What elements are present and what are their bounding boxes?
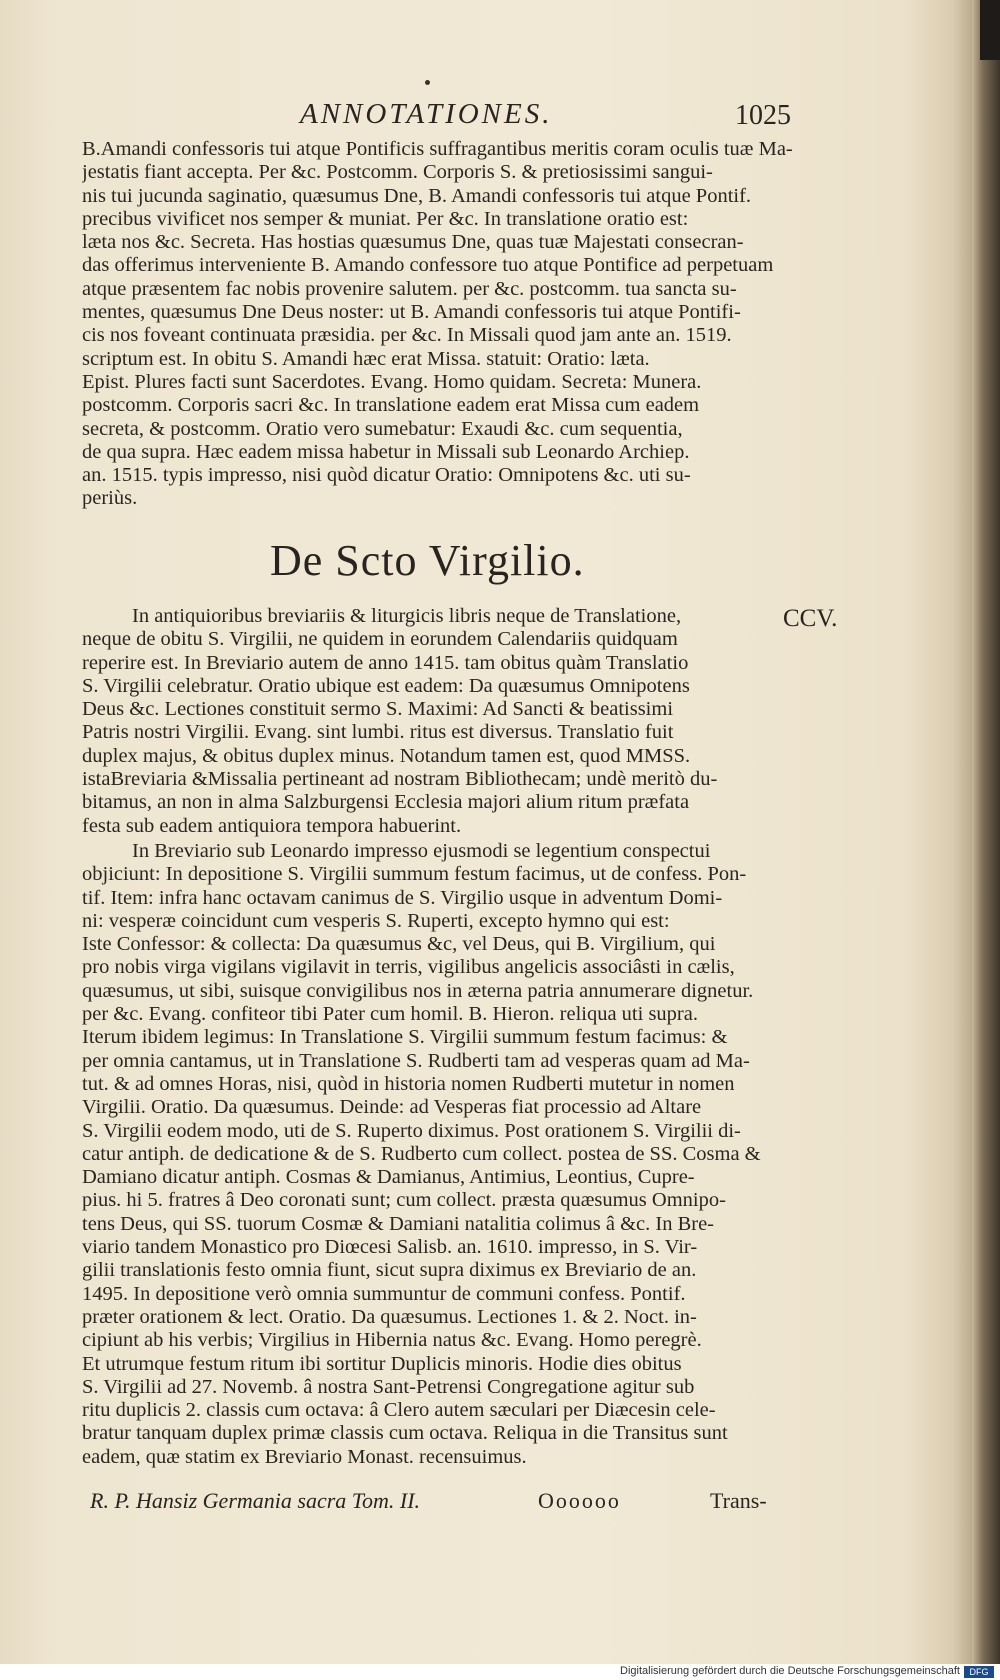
text-line: periùs.: [82, 487, 138, 510]
page-edge-shadow: [980, 0, 1000, 60]
signature-mark: Oooooo: [538, 1488, 621, 1513]
text-line: 1495. In depositione verò omnia summuntur de communi confess. Pontif.: [82, 1282, 686, 1305]
text-line: S. Virgilii eodem modo, uti de S. Ruperto diximus. Post orationem S. Virgilii di-: [82, 1119, 741, 1142]
text-line: precibus vivificet nos semper & muniat. Per &c. In translatione oratio est:: [82, 207, 689, 230]
catchword: Trans-: [710, 1488, 767, 1513]
text-line: quæsumus, ut sibi, suisque convigilibus nos in æterna patria annumerare dignetur.: [82, 979, 754, 1002]
text-line: postcomm. Corporis sacri &c. In translatione eadem erat Missa cum eadem: [82, 394, 700, 417]
text-line: pro nobis virga vigilans vigilavit in terris, vigilibus angelicis associâsti in cælis,: [82, 956, 735, 979]
credit-text: Digitalisierung gefördert durch die Deutsche Forschungsgemeinschaft: [620, 1665, 960, 1677]
text-line: S. Virgilii ad 27. Novemb. â nostra Sant-Petrensi Congregatione agitur sub: [82, 1375, 695, 1398]
paragraph-2: [82, 840, 822, 1469]
text-line: nis tui jucunda saginatio, quæsumus Dne, B. Amandi confessoris tui atque Pontif.: [82, 184, 752, 207]
text-line: bratur tanquam duplex primæ classis cum octava. Reliqua in die Transitus sunt: [82, 1422, 728, 1445]
paragraph-1: [82, 605, 822, 838]
text-line: objiciunt: In depositione S. Virgilii summum festum facimus, ut de confess. Pon-: [82, 863, 747, 886]
text-line: scriptum est. In obitu S. Amandi hæc erat Missa. statuit: Oratio: læta.: [82, 347, 650, 370]
text-line: de qua supra. Hæc eadem missa habetur in Missali sub Leonardo Archiep.: [82, 440, 690, 463]
text-line: ritu duplicis 2. classis cum octava: â Clero autem sæculari per Diæcesin cele-: [82, 1399, 716, 1422]
top-paragraph: [82, 138, 822, 511]
text-line: Iterum ibidem legimus: In Translatione S. Virgilii summum festum facimus: &: [82, 1026, 728, 1049]
text-line: Virgilii. Oratio. Da quæsumus. Deinde: ad Vesperas fiat processio ad Altare: [82, 1096, 702, 1119]
text-line: ni: vesperæ coincidunt cum vesperis S. Ruperti, excepto hymno qui est:: [82, 909, 670, 932]
text-line: præter orationem & lect. Oratio. Da quæsumus. Lectiones 1. & 2. Noct. in-: [82, 1305, 697, 1328]
text-line: secreta, & postcomm. Oratio vero sumebatur: Exaudi &c. cum sequentia,: [82, 417, 683, 440]
text-line: Patris nostri Virgilii. Evang. sint lumbi. ritus est diversus. Translatio fuit: [82, 721, 674, 744]
text-line: jestatis fiant accepta. Per &c. Postcomm. Corporis S. & pretiosissimi sangui-: [82, 161, 713, 184]
running-title: ANNOTATIONES.: [300, 98, 553, 130]
text-line: In antiquioribus breviariis & liturgicis libris neque de Translatione,: [132, 605, 682, 627]
text-line: per omnia cantamus, ut in Translatione S. Rudberti tam ad vesperas quam ad Ma-: [82, 1049, 750, 1072]
text-line: an. 1515. typis impresso, nisi quòd dicatur Oratio: Omnipotens &c. uti su-: [82, 464, 691, 487]
text-line: Epist. Plures facti sunt Sacerdotes. Evang. Homo quidam. Secreta: Munera.: [82, 370, 702, 393]
page-footer: [90, 1488, 790, 1514]
text-line: festa sub eadem antiquiora tempora habuerint.: [82, 814, 462, 837]
text-line: tif. Item: infra hanc octavam canimus de S. Virgilio usque in adventum Domi-: [82, 886, 723, 909]
ink-dot: [425, 80, 430, 85]
text-line: catur antiph. de dedicatione & de S. Rudberto cum collect. postea de SS. Cosma &: [82, 1142, 761, 1165]
text-line: S. Virgilii celebratur. Oratio ubique est eadem: Da quæsumus Omnipotens: [82, 674, 690, 697]
text-line: tut. & ad omnes Horas, nisi, quòd in historia nomen Rudberti mutetur in nomen: [82, 1072, 735, 1095]
text-line: neque de obitu S. Virgilii, ne quidem in eorundem Calendariis quidquam: [82, 628, 678, 651]
text-line: B.Amandi confessoris tui atque Pontificis suffragantibus meritis coram oculis tuæ Ma-: [82, 138, 793, 160]
text-line: Deus &c. Lectiones constituit sermo S. Maximi: Ad Sancti & beatissimi: [82, 698, 674, 721]
text-line: atque præsentem fac nobis provenire salutem. per &c. postcomm. tua sancta su-: [82, 277, 737, 300]
text-line: per &c. Evang. confiteor tibi Pater cum homil. B. Hieron. reliqua uti supra.: [82, 1003, 698, 1026]
text-line: pius. hi 5. fratres â Deo coronati sunt; cum collect. præsta quæsumus Omnipo-: [82, 1189, 726, 1212]
text-line: viario tandem Monastico pro Diœcesi Salisb. an. 1610. impresso, in S. Vir-: [82, 1236, 698, 1259]
text-line: reperire est. In Breviario autem de anno 1415. tam obitus quàm Translatio: [82, 651, 689, 674]
text-line: Damiano dicatur antiph. Cosmas & Damianus, Antimius, Leontius, Cupre-: [82, 1166, 695, 1189]
text-line: Iste Confessor: & collecta: Da quæsumus &c, vel Deus, qui B. Virgilium, qui: [82, 933, 716, 956]
text-line: istaBreviaria &Missalia pertineant ad nostram Bibliothecam; undè meritò du-: [82, 768, 718, 791]
section-title: De Scto Virgilio.: [270, 536, 585, 585]
text-line: bitamus, an non in alma Salzburgensi Ecclesia majori alium ritum præfata: [82, 791, 690, 814]
dfg-logo: DFG: [964, 1666, 994, 1678]
margin-number: CCV.: [783, 605, 838, 632]
text-line: tens Deus, qui SS. tuorum Cosmæ & Damiani natalitia colimus â &c. In Bre-: [82, 1212, 715, 1235]
text-line: cipiunt ab his verbis; Virgilius in Hibernia natus &c. Evang. Homo peregrè.: [82, 1329, 702, 1352]
text-line: duplex majus, & obitus duplex minus. Notandum tamen est, quod MMSS.: [82, 744, 691, 767]
text-line: das offerimus interveniente B. Amando confessore tuo atque Pontifice ad perpetuam: [82, 254, 774, 277]
text-line: mentes, quæsumus Dne Deus noster: ut B. Amandi confessoris tui atque Pontifi-: [82, 301, 741, 324]
text-line: cis nos foveant continuata præsidia. per &c. In Missali quod jam ante an. 1519.: [82, 324, 732, 347]
book-fold: [972, 0, 1000, 1664]
page-number: 1025: [735, 100, 791, 131]
text-line: læta nos &c. Secreta. Has hostias quæsumus Dne, quas tuæ Majestati consecran-: [82, 231, 744, 254]
text-line: In Breviario sub Leonardo impresso ejusmodi se legentium conspectui: [132, 840, 711, 862]
text-line: eadem, quæ statim ex Breviario Monast. recensuimus.: [82, 1445, 527, 1468]
footer-source: R. P. Hansiz Germania sacra Tom. II.: [90, 1488, 421, 1513]
text-line: gilii translationis festo omnia fiunt, sicut supra diximus ex Breviario de an.: [82, 1259, 697, 1282]
text-line: Et utrumque festum ritum ibi sortitur Duplicis minoris. Hodie dies obitus: [82, 1352, 682, 1375]
